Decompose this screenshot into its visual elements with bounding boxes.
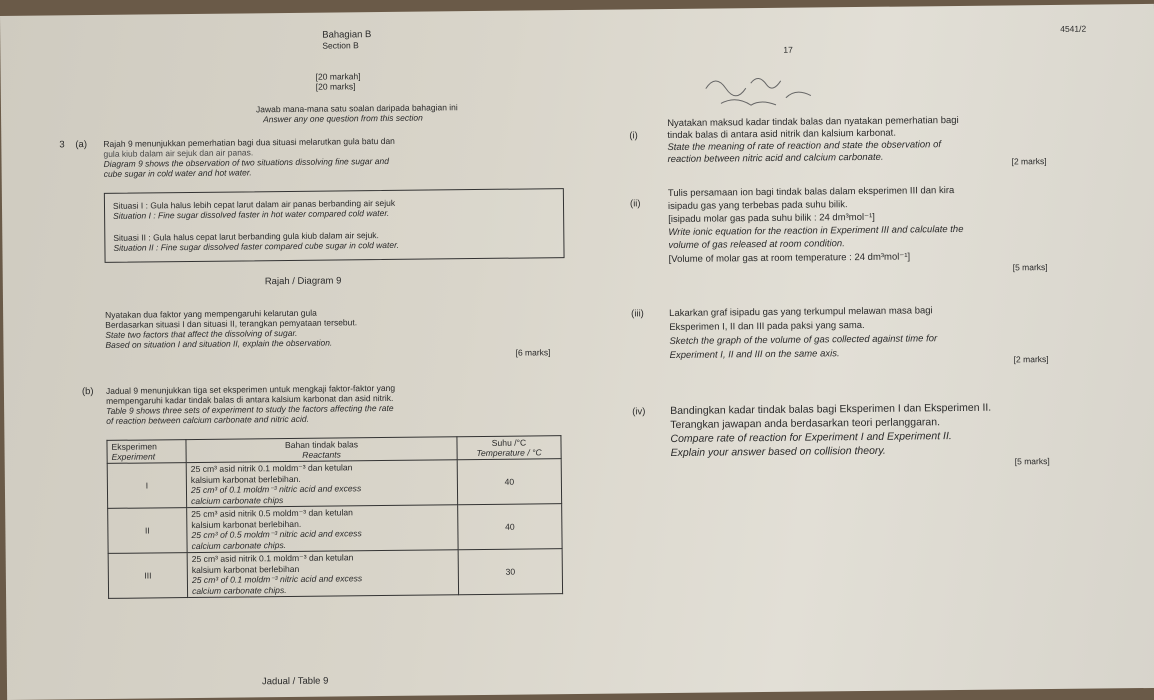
- sub-ii-text: Tulis persamaan ion bagi tindak balas dalam eksperimen III dan kira: [667, 185, 955, 200]
- q-a-task: State two factors that affect the dissolving of sugar.: [105, 327, 298, 340]
- instruction-en: Answer any one question from this section: [263, 112, 423, 125]
- marks-iii: [2 marks]: [1013, 354, 1049, 365]
- sub-iii-text: Experiment I, II and III on the same axis.: [669, 348, 840, 362]
- part-b-label: (b): [81, 386, 94, 398]
- sub-iv-text: Bandingkan kadar tindak balas bagi Eksperimen I dan Eksperimen II.: [670, 401, 992, 418]
- handwritten-scribble-icon: [700, 57, 831, 113]
- cell-reactants: 25 cm³ asid nitrik 0.1 moldm⁻³ dan ketulan kalsium karbonat berlebihan. 25 cm³ of 0.1 moldm⁻³ nitric acid and excess calcium carbonate chips: [186, 460, 457, 508]
- situation-1-text: : Fine sugar dissolved faster in hot water compared cold water.: [153, 207, 390, 221]
- q-b-text: Jadual 9 menunjukkan tiga set eksperimen untuk mengkaji faktor-faktor yang: [105, 382, 396, 396]
- marks-i: [2 marks]: [1011, 156, 1047, 167]
- sub-iii-text: Lakarkan graf isipadu gas yang terkumpul melawan masa bagi: [669, 305, 933, 320]
- q-a-text: Diagram 9 shows the observation of two situations dissolving fine sugar and: [103, 155, 389, 169]
- sub-ii-text: Write ionic equation for the reaction in Experiment III and calculate the: [668, 223, 964, 239]
- section-title-en: Section B: [322, 40, 359, 51]
- table-row: [107, 459, 561, 509]
- q-b-text: Table 9 shows three sets of experiment to study the factors affecting the rate: [106, 402, 394, 416]
- corner-code: 4541/2: [1060, 23, 1087, 34]
- header-experiment: Eksperimen Experiment: [107, 440, 186, 464]
- cell-temperature: 40: [458, 504, 562, 550]
- sub-i-label: (i): [629, 130, 638, 142]
- table-9: [106, 435, 563, 599]
- cell-temperature: 30: [458, 549, 562, 595]
- sub-ii-text: [isipadu molar gas pada suhu bilik : 24 dm³mol⁻¹]: [668, 211, 875, 226]
- sub-iv-text: Compare rate of reaction for Experiment I and Experiment II.: [670, 430, 952, 446]
- sub-iii-label: (iii): [631, 308, 644, 320]
- situation-1-label: Situasi I: [112, 200, 144, 211]
- q-a-task: Berdasarkan situasi I dan situasi II, terangkan pemyataan tersebut.: [105, 317, 358, 330]
- sub-ii-text: volume of gas released at room condition.: [668, 238, 845, 252]
- marks-ii: [5 marks]: [1012, 262, 1048, 273]
- cell-temperature: 40: [457, 459, 561, 505]
- situation-1-label: Situation I: [113, 210, 151, 221]
- sub-ii-label: (ii): [629, 198, 641, 210]
- q-a-text: Rajah 9 menunjukkan pemerhatian bagi dua situasi melarutkan gula batu dan: [103, 135, 395, 149]
- table-caption: Jadual / Table 9: [261, 675, 329, 688]
- table-row: [108, 504, 562, 554]
- cell-experiment: II: [108, 508, 187, 554]
- page-number: 17: [783, 44, 793, 55]
- section-title-bm: Bahagian B: [322, 29, 372, 41]
- q-a-task: Nyatakan dua faktor yang mempengaruhi kelarutan gula: [105, 307, 317, 320]
- sub-i-text: Nyatakan maksud kadar tindak balas dan nyatakan pemerhatian bagi: [667, 114, 959, 130]
- sub-iv-label: (iv): [632, 406, 646, 418]
- sub-iv-text: Explain your answer based on collision theory.: [670, 444, 886, 460]
- situation-2-label: Situasi II: [113, 232, 146, 243]
- cell-experiment: III: [108, 553, 187, 599]
- header-temperature: Suhu /°C Temperature / °C: [457, 436, 561, 460]
- situation-2-text: : Fine sugar dissolved faster compared cube sugar in cold water.: [155, 239, 400, 253]
- q-b-text: mempengaruhi kadar tindak balas di antara kalsium karbonat dan asid nitrik.: [105, 392, 394, 406]
- sub-iii-text: Eksperimen I, II dan III pada paksi yang sama.: [669, 319, 865, 334]
- q-a-text: cube sugar in cold water and hot water.: [103, 167, 252, 179]
- cell-experiment: I: [107, 463, 186, 509]
- sub-i-text: State the meaning of rate of reaction and state the observation of: [667, 139, 942, 154]
- table-row: [108, 549, 562, 599]
- situation-1-text: : Gula halus lebih cepat larut dalam air panas berbanding air sejuk: [145, 197, 396, 211]
- exam-paper-page: [0, 4, 1154, 700]
- situation-2-text: : Gula halus cepat larut berbanding gula kiub dalam air sejuk.: [148, 230, 379, 243]
- cell-reactants: 25 cm³ asid nitrik 0.5 moldm⁻³ dan ketulan kalsium karbonat berlebihan. 25 cm³ of 0.5 moldm⁻³ nitric acid and excess calcium carbonate chips.: [187, 505, 458, 553]
- q-a-text: gula kiub dalam air sejuk dan air panas.: [103, 147, 254, 159]
- diagram-9-box: [104, 188, 565, 263]
- cell-reactants: 25 cm³ asid nitrik 0.1 moldm⁻³ dan ketulan kalsium karbonat berlebihan 25 cm³ of 0.1 moldm⁻³ nitric acid and excess calcium carbonate chips.: [187, 550, 458, 598]
- marks-iv: [5 marks]: [1014, 456, 1050, 467]
- instruction-bm: Jawab mana-mana satu soalan daripada bahagian ini: [255, 102, 458, 115]
- total-marks-bm: [20 markah]: [315, 71, 361, 82]
- sub-i-text: tindak balas di antara asid nitrik dan kalsium karbonat.: [667, 127, 896, 142]
- question-number: 3: [59, 139, 65, 151]
- part-a-label: (a): [75, 139, 88, 151]
- sub-i-text: reaction between nitric acid and calcium carbonate.: [667, 151, 884, 166]
- sub-ii-text: [Volume of molar gas at room temperature : 24 dm³mol⁻¹]: [668, 251, 911, 266]
- q-a-task: Based on situation I and situation II, explain the observation.: [105, 337, 333, 350]
- sub-iv-text: Terangkan jawapan anda berdasarkan teori perlanggaran.: [670, 416, 941, 432]
- total-marks-en: [20 marks]: [315, 81, 356, 92]
- marks-a: [6 marks]: [515, 347, 551, 358]
- situation-2-label: Situation II: [113, 242, 154, 253]
- diagram-caption: Rajah / Diagram 9: [264, 275, 342, 288]
- q-b-text: of reaction between calcium carbonate and nitric acid.: [106, 413, 309, 426]
- sub-ii-text: isipadu gas yang terbebas pada suhu bilik.: [667, 199, 848, 213]
- header-reactants: Bahan tindak balas Reactants: [186, 437, 457, 463]
- sub-iii-text: Sketch the graph of the volume of gas collected against time for: [669, 333, 938, 348]
